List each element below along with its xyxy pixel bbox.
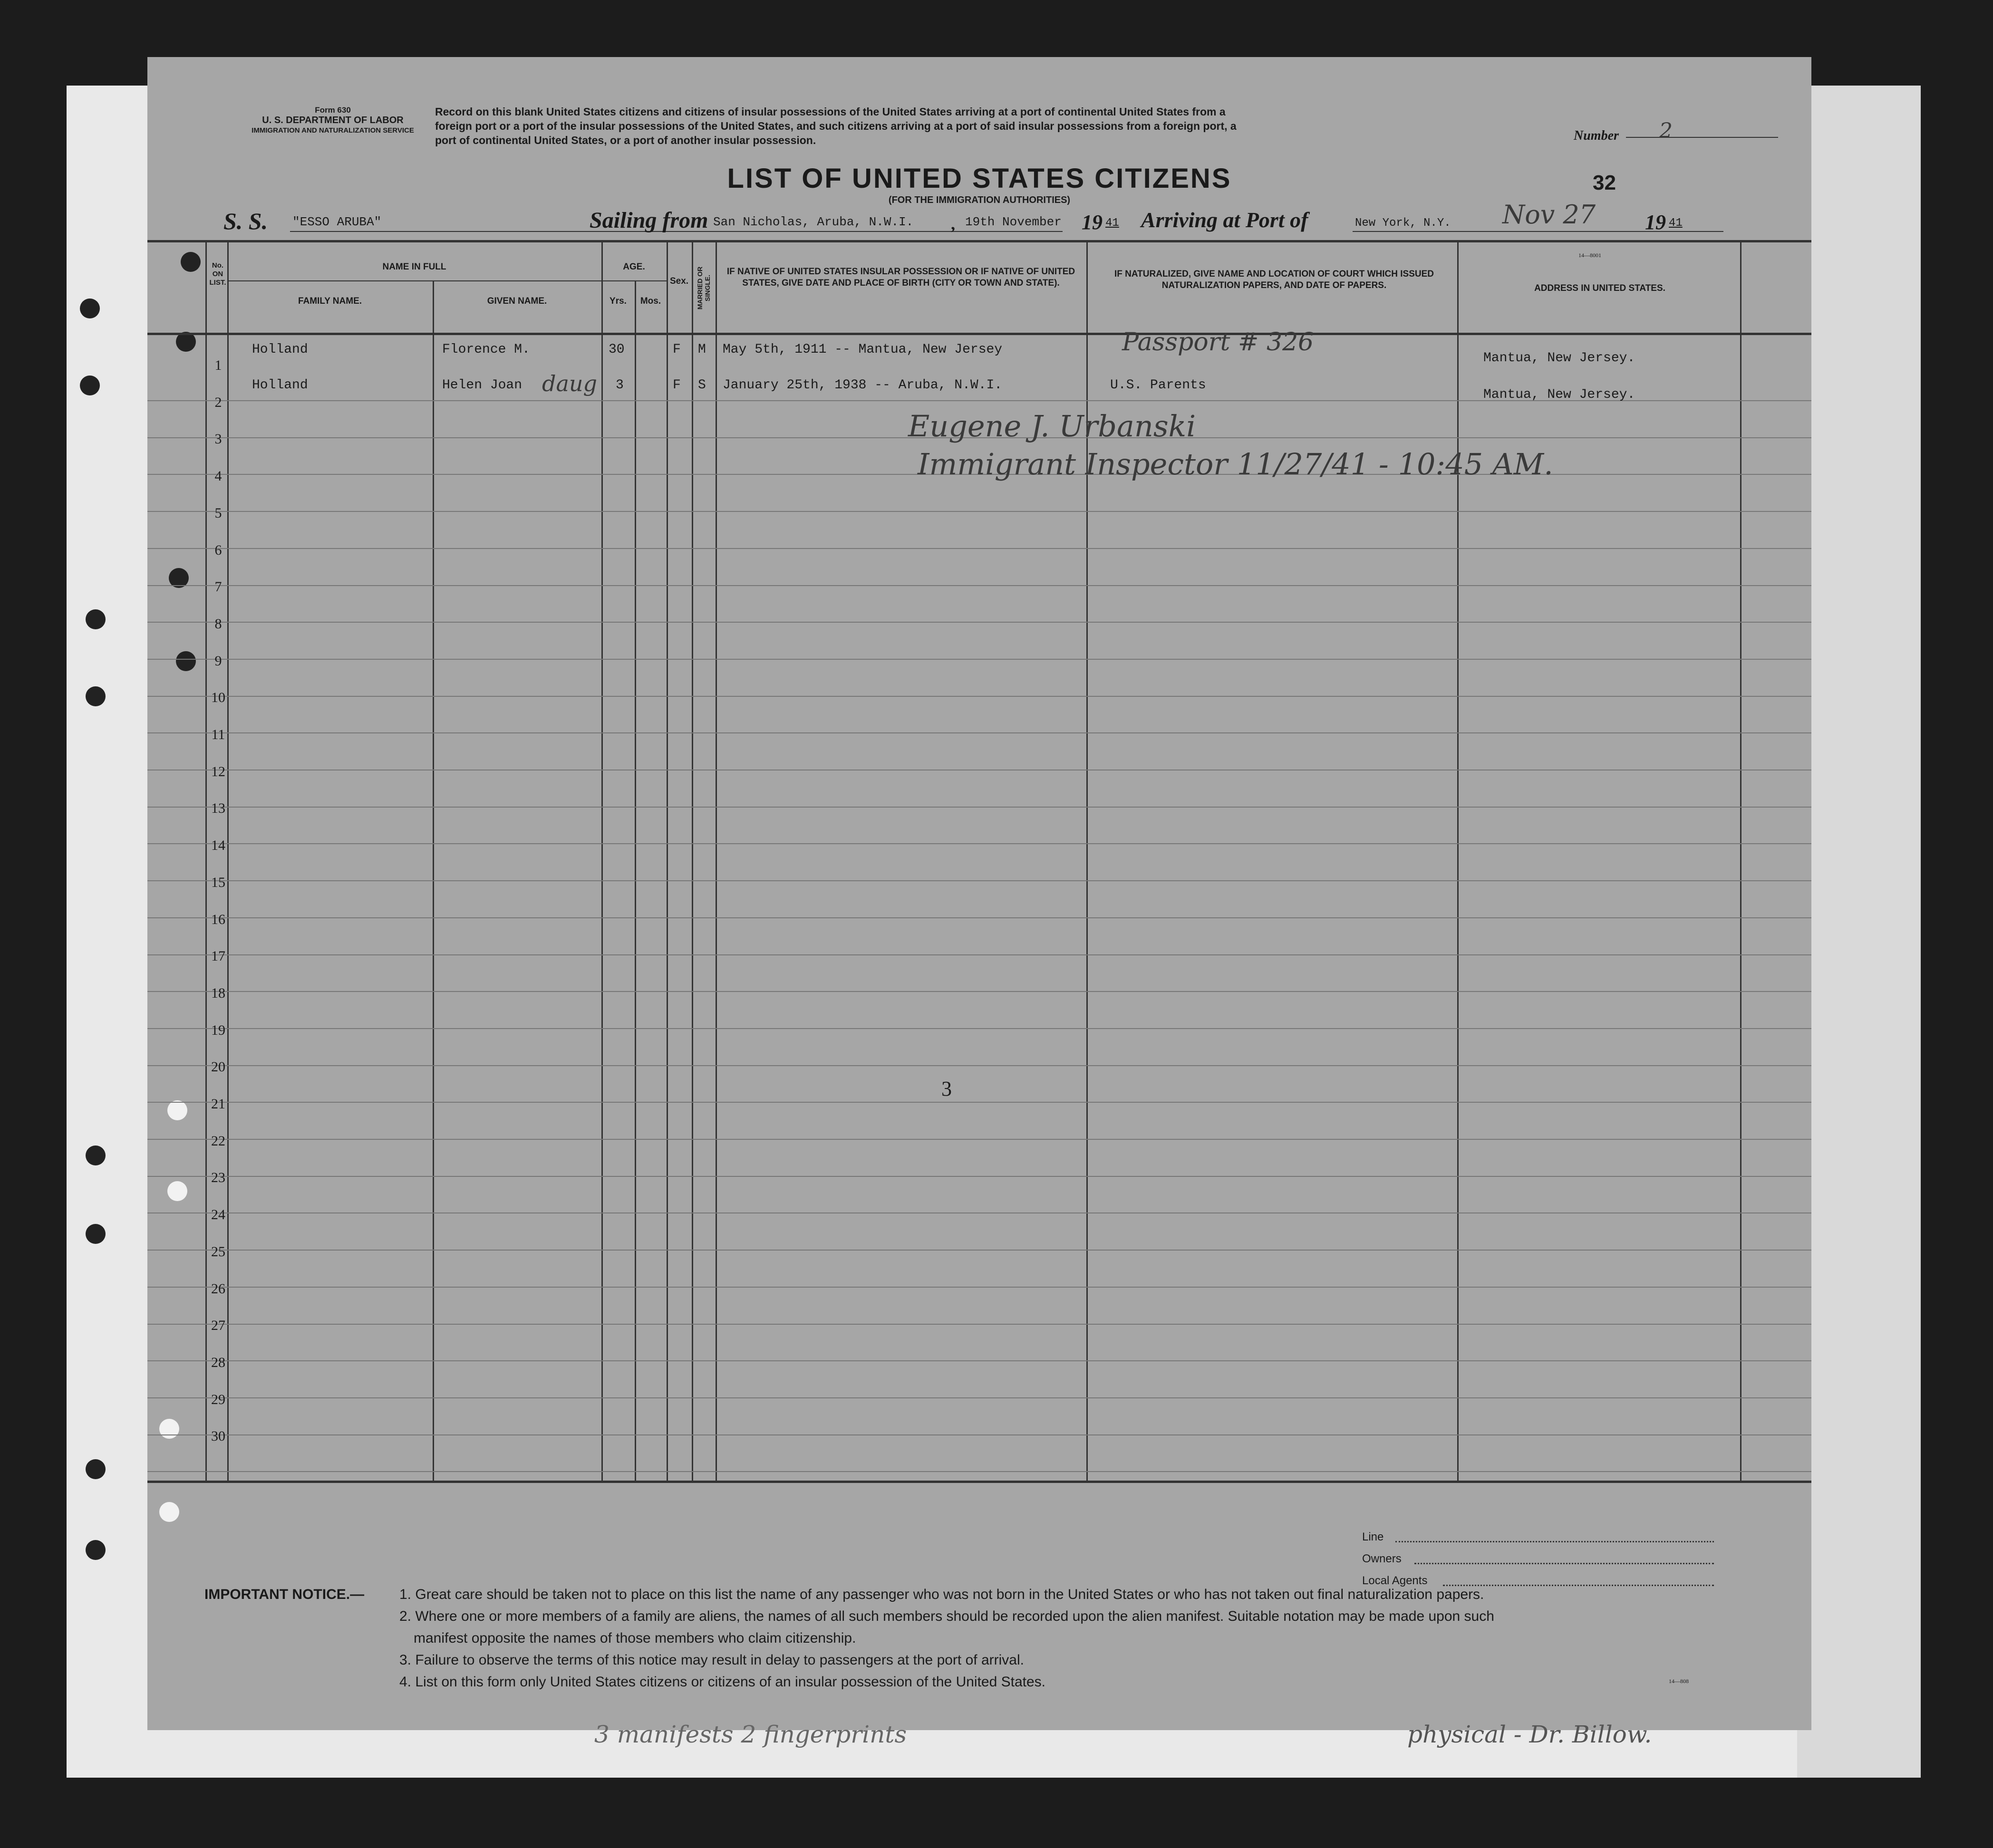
instruction-line: foreign port or a port of the insular possessions of the United States, and such citizens arriving at a port of said insular possessions from a foreign port, a xyxy=(435,120,1237,132)
binder-hole xyxy=(86,1145,106,1165)
header-mos: Mos. xyxy=(640,296,661,306)
row-rule xyxy=(147,1250,1811,1251)
row-number: 1 xyxy=(214,357,222,373)
row-rule xyxy=(147,1065,1811,1066)
row2-given-note: daug xyxy=(542,371,597,396)
notice-3: 3. Failure to observe the terms of this notice may result in delay to passengers at the port of arrival. xyxy=(399,1652,1024,1668)
row-number: 9 xyxy=(214,653,222,669)
binder-hole xyxy=(86,1540,106,1560)
bottom-note-left: 3 manifests 2 fingerprints xyxy=(594,1721,907,1748)
header-married-single: MARRIED OR SINGLE. xyxy=(696,266,711,310)
page-mark: 32 xyxy=(1593,171,1616,194)
row-rule xyxy=(147,1324,1811,1325)
page-hole xyxy=(181,252,201,272)
number-underline xyxy=(1626,137,1778,138)
row2-birth: January 25th, 1938 -- Aruba, N.W.I. xyxy=(723,378,1003,393)
row-number: 28 xyxy=(211,1354,225,1370)
number-value: 2 xyxy=(1659,119,1673,143)
column-rule xyxy=(1740,240,1741,1482)
row1-address: Mantua, New Jersey. xyxy=(1483,351,1635,366)
row-rule xyxy=(147,991,1811,992)
page-hole xyxy=(159,1502,179,1522)
column-rule xyxy=(716,240,717,1482)
row-rule xyxy=(147,659,1811,660)
notice-2: 2. Where one or more members of a family are aliens, the names of all such members should be recorded upon the alien manifest. Suitable notation may be made upon such xyxy=(399,1608,1494,1624)
row-number: 21 xyxy=(211,1096,225,1112)
column-rule xyxy=(692,240,693,1482)
header-sex: Sex. xyxy=(669,276,689,286)
row2-family: Holland xyxy=(252,378,308,393)
row-number: 13 xyxy=(211,800,225,817)
center-mark: 3 xyxy=(941,1077,952,1100)
subheader-rule xyxy=(227,280,667,281)
page-subtitle: (FOR THE IMMIGRATION AUTHORITIES) xyxy=(888,195,1071,205)
row-number: 20 xyxy=(211,1059,225,1075)
row-number: 15 xyxy=(211,874,225,890)
binder-hole xyxy=(86,609,106,629)
row-number: 6 xyxy=(214,542,222,558)
row-rule xyxy=(147,1139,1811,1140)
header-given-name: GIVEN NAME. xyxy=(487,296,547,306)
footer-code: 14—808 xyxy=(1669,1678,1689,1684)
row1-yrs: 30 xyxy=(609,342,625,357)
row-number: 12 xyxy=(211,763,225,780)
row-rule xyxy=(147,880,1811,881)
row-number: 18 xyxy=(211,985,225,1001)
notice-2-cont: manifest opposite the names of those members who claim citizenship. xyxy=(414,1630,856,1646)
row-number: 25 xyxy=(211,1243,225,1260)
row-number: 23 xyxy=(211,1170,225,1186)
depart-year: 41 xyxy=(1105,217,1119,230)
form-instructions xyxy=(435,105,1237,147)
row-number: 30 xyxy=(211,1428,225,1444)
year-prefix: 19 xyxy=(1082,211,1103,234)
header-yrs: Yrs. xyxy=(610,296,627,306)
row-rule xyxy=(147,917,1811,918)
row-rule xyxy=(147,1397,1811,1398)
notice-4: 4. List on this form only United States citizens or citizens of an insular possession of the United States. xyxy=(399,1674,1046,1690)
header-name-in-full: NAME IN FULL xyxy=(382,262,446,272)
row1-given: Florence M. xyxy=(442,342,530,357)
column-rule xyxy=(227,240,229,1482)
print-code: 14—8001 xyxy=(1578,252,1601,259)
row1-sex: F xyxy=(673,342,681,357)
row-rule xyxy=(147,807,1811,808)
form-department: U. S. DEPARTMENT OF LABOR xyxy=(262,115,404,125)
page-title: LIST OF UNITED STATES CITIZENS xyxy=(727,163,1232,194)
form-number: Form 630 xyxy=(315,106,351,115)
number-label: Number xyxy=(1574,128,1619,143)
local-agents-label: Local Agents xyxy=(1362,1574,1428,1587)
row-number: 3 xyxy=(214,431,222,447)
inspector-line: Immigrant Inspector 11/27/41 - 10:45 AM. xyxy=(918,447,1553,481)
line-label: Line xyxy=(1362,1530,1384,1543)
row-number: 22 xyxy=(211,1133,225,1149)
table-top-rule xyxy=(147,240,1811,242)
binder-hole xyxy=(80,375,100,395)
row-rule xyxy=(147,1360,1811,1361)
column-rule xyxy=(1457,240,1459,1482)
page-hole xyxy=(176,651,196,671)
row-number: 8 xyxy=(214,616,222,632)
row-number: 17 xyxy=(211,948,225,964)
page-hole xyxy=(159,1419,179,1439)
arrival-date: Nov 27 xyxy=(1502,200,1596,230)
row-number: 7 xyxy=(214,579,222,595)
header-age: AGE. xyxy=(623,262,645,272)
instruction-line: port of continental United States, or a port of another insular possession. xyxy=(435,134,816,146)
row1-family: Holland xyxy=(252,342,308,357)
row-rule xyxy=(147,954,1811,955)
row-rule xyxy=(147,696,1811,697)
row-rule xyxy=(147,732,1811,733)
row-number: 26 xyxy=(211,1280,225,1297)
comma-separator: , xyxy=(951,214,955,233)
row-number: 24 xyxy=(211,1207,225,1223)
row-rule xyxy=(147,585,1811,586)
row-rule xyxy=(147,1102,1811,1103)
row2-naturalized: U.S. Parents xyxy=(1110,378,1206,393)
row-rule xyxy=(147,622,1811,623)
header-naturalized: IF NATURALIZED, GIVE NAME AND LOCATION OF COURT WHICH ISSUED NATURALIZATION PAPERS, AND DATE OF PAPERS. xyxy=(1114,269,1434,290)
row-rule xyxy=(147,1176,1811,1177)
row2-given: Helen Joan xyxy=(442,378,522,393)
instruction-line: Record on this blank United States citizens and citizens of insular possessions of the United States arriving at a port of continental United States from a xyxy=(435,106,1226,118)
row-number: 4 xyxy=(214,468,222,484)
row1-status: M xyxy=(698,342,706,357)
table-bottom-rule xyxy=(147,1481,1811,1483)
notice-title: IMPORTANT NOTICE.— xyxy=(204,1587,365,1602)
row1-naturalized: Passport # 326 xyxy=(1122,328,1314,356)
arriving-label: Arriving at Port of xyxy=(1141,208,1308,232)
binder-hole xyxy=(86,1224,106,1244)
header-birth: IF NATIVE OF UNITED STATES INSULAR POSSESSION OR IF NATIVE OF UNITED STATES, GIVE DATE AND PLACE OF BIRTH (CITY OR TOWN AND STATE). xyxy=(726,267,1075,288)
row-number: 11 xyxy=(211,727,225,742)
row-number: 27 xyxy=(211,1318,225,1334)
binder-hole xyxy=(80,298,100,318)
row-rule xyxy=(147,1028,1811,1029)
row2-status: S xyxy=(698,378,706,393)
row1-birth: May 5th, 1911 -- Mantua, New Jersey xyxy=(723,342,1003,357)
row2-sex: F xyxy=(673,378,681,393)
row-number: 16 xyxy=(211,911,225,927)
column-rule xyxy=(667,240,668,1482)
row-rule xyxy=(147,1287,1811,1288)
depart-date: 19th November xyxy=(965,215,1062,229)
owners-field xyxy=(1414,1563,1714,1564)
ship-name: "ESSO ARUBA" xyxy=(292,215,382,229)
sailing-label: Sailing from xyxy=(590,208,708,233)
row-number: 14 xyxy=(211,837,225,854)
from-port-underline xyxy=(711,231,1063,232)
binder-hole xyxy=(86,686,106,706)
ss-label: S. S. xyxy=(223,208,268,234)
header-no-on-list: No. ON LIST. xyxy=(209,261,226,287)
owners-label: Owners xyxy=(1362,1552,1402,1565)
row-rule xyxy=(147,548,1811,549)
line-field xyxy=(1395,1541,1714,1542)
inspector-name: Eugene J. Urbanski xyxy=(908,409,1196,443)
arrival-year: 41 xyxy=(1669,217,1683,230)
row2-address: Mantua, New Jersey. xyxy=(1483,387,1635,402)
row-number: 19 xyxy=(211,1022,225,1038)
arrival-port-underline xyxy=(1353,231,1723,232)
form-service: IMMIGRATION AND NATURALIZATION SERVICE xyxy=(252,126,414,135)
header-bottom-rule xyxy=(147,333,1811,335)
row-number: 10 xyxy=(211,690,225,706)
row-rule xyxy=(147,511,1811,512)
page-hole xyxy=(167,1100,187,1120)
arrival-year-prefix: 19 xyxy=(1645,211,1666,234)
header-address: ADDRESS IN UNITED STATES. xyxy=(1534,283,1665,293)
bottom-note-right: physical - Dr. Billow. xyxy=(1407,1721,1652,1748)
row-rule xyxy=(147,843,1811,844)
header-family-name: FAMILY NAME. xyxy=(298,296,362,306)
row-number: 5 xyxy=(214,505,222,521)
arrival-port: New York, N.Y. xyxy=(1355,217,1451,230)
row-rule xyxy=(147,1471,1811,1472)
notice-1: 1. Great care should be taken not to place on this list the name of any passenger who was not born in the United States or who has not taken out final naturalization papers. xyxy=(399,1587,1484,1602)
row-number: 2 xyxy=(214,394,222,410)
binder-hole xyxy=(86,1459,106,1479)
column-rule xyxy=(205,240,207,1482)
backing-sheet-edge xyxy=(1797,86,1921,1778)
row2-yrs: 3 xyxy=(616,378,624,393)
column-rule xyxy=(601,240,603,1482)
row-number: 29 xyxy=(211,1391,225,1407)
from-port: San Nicholas, Aruba, N.W.I. xyxy=(713,215,914,229)
page-hole xyxy=(167,1181,187,1201)
manifest-page xyxy=(147,57,1811,1730)
row-rule xyxy=(147,1434,1811,1435)
